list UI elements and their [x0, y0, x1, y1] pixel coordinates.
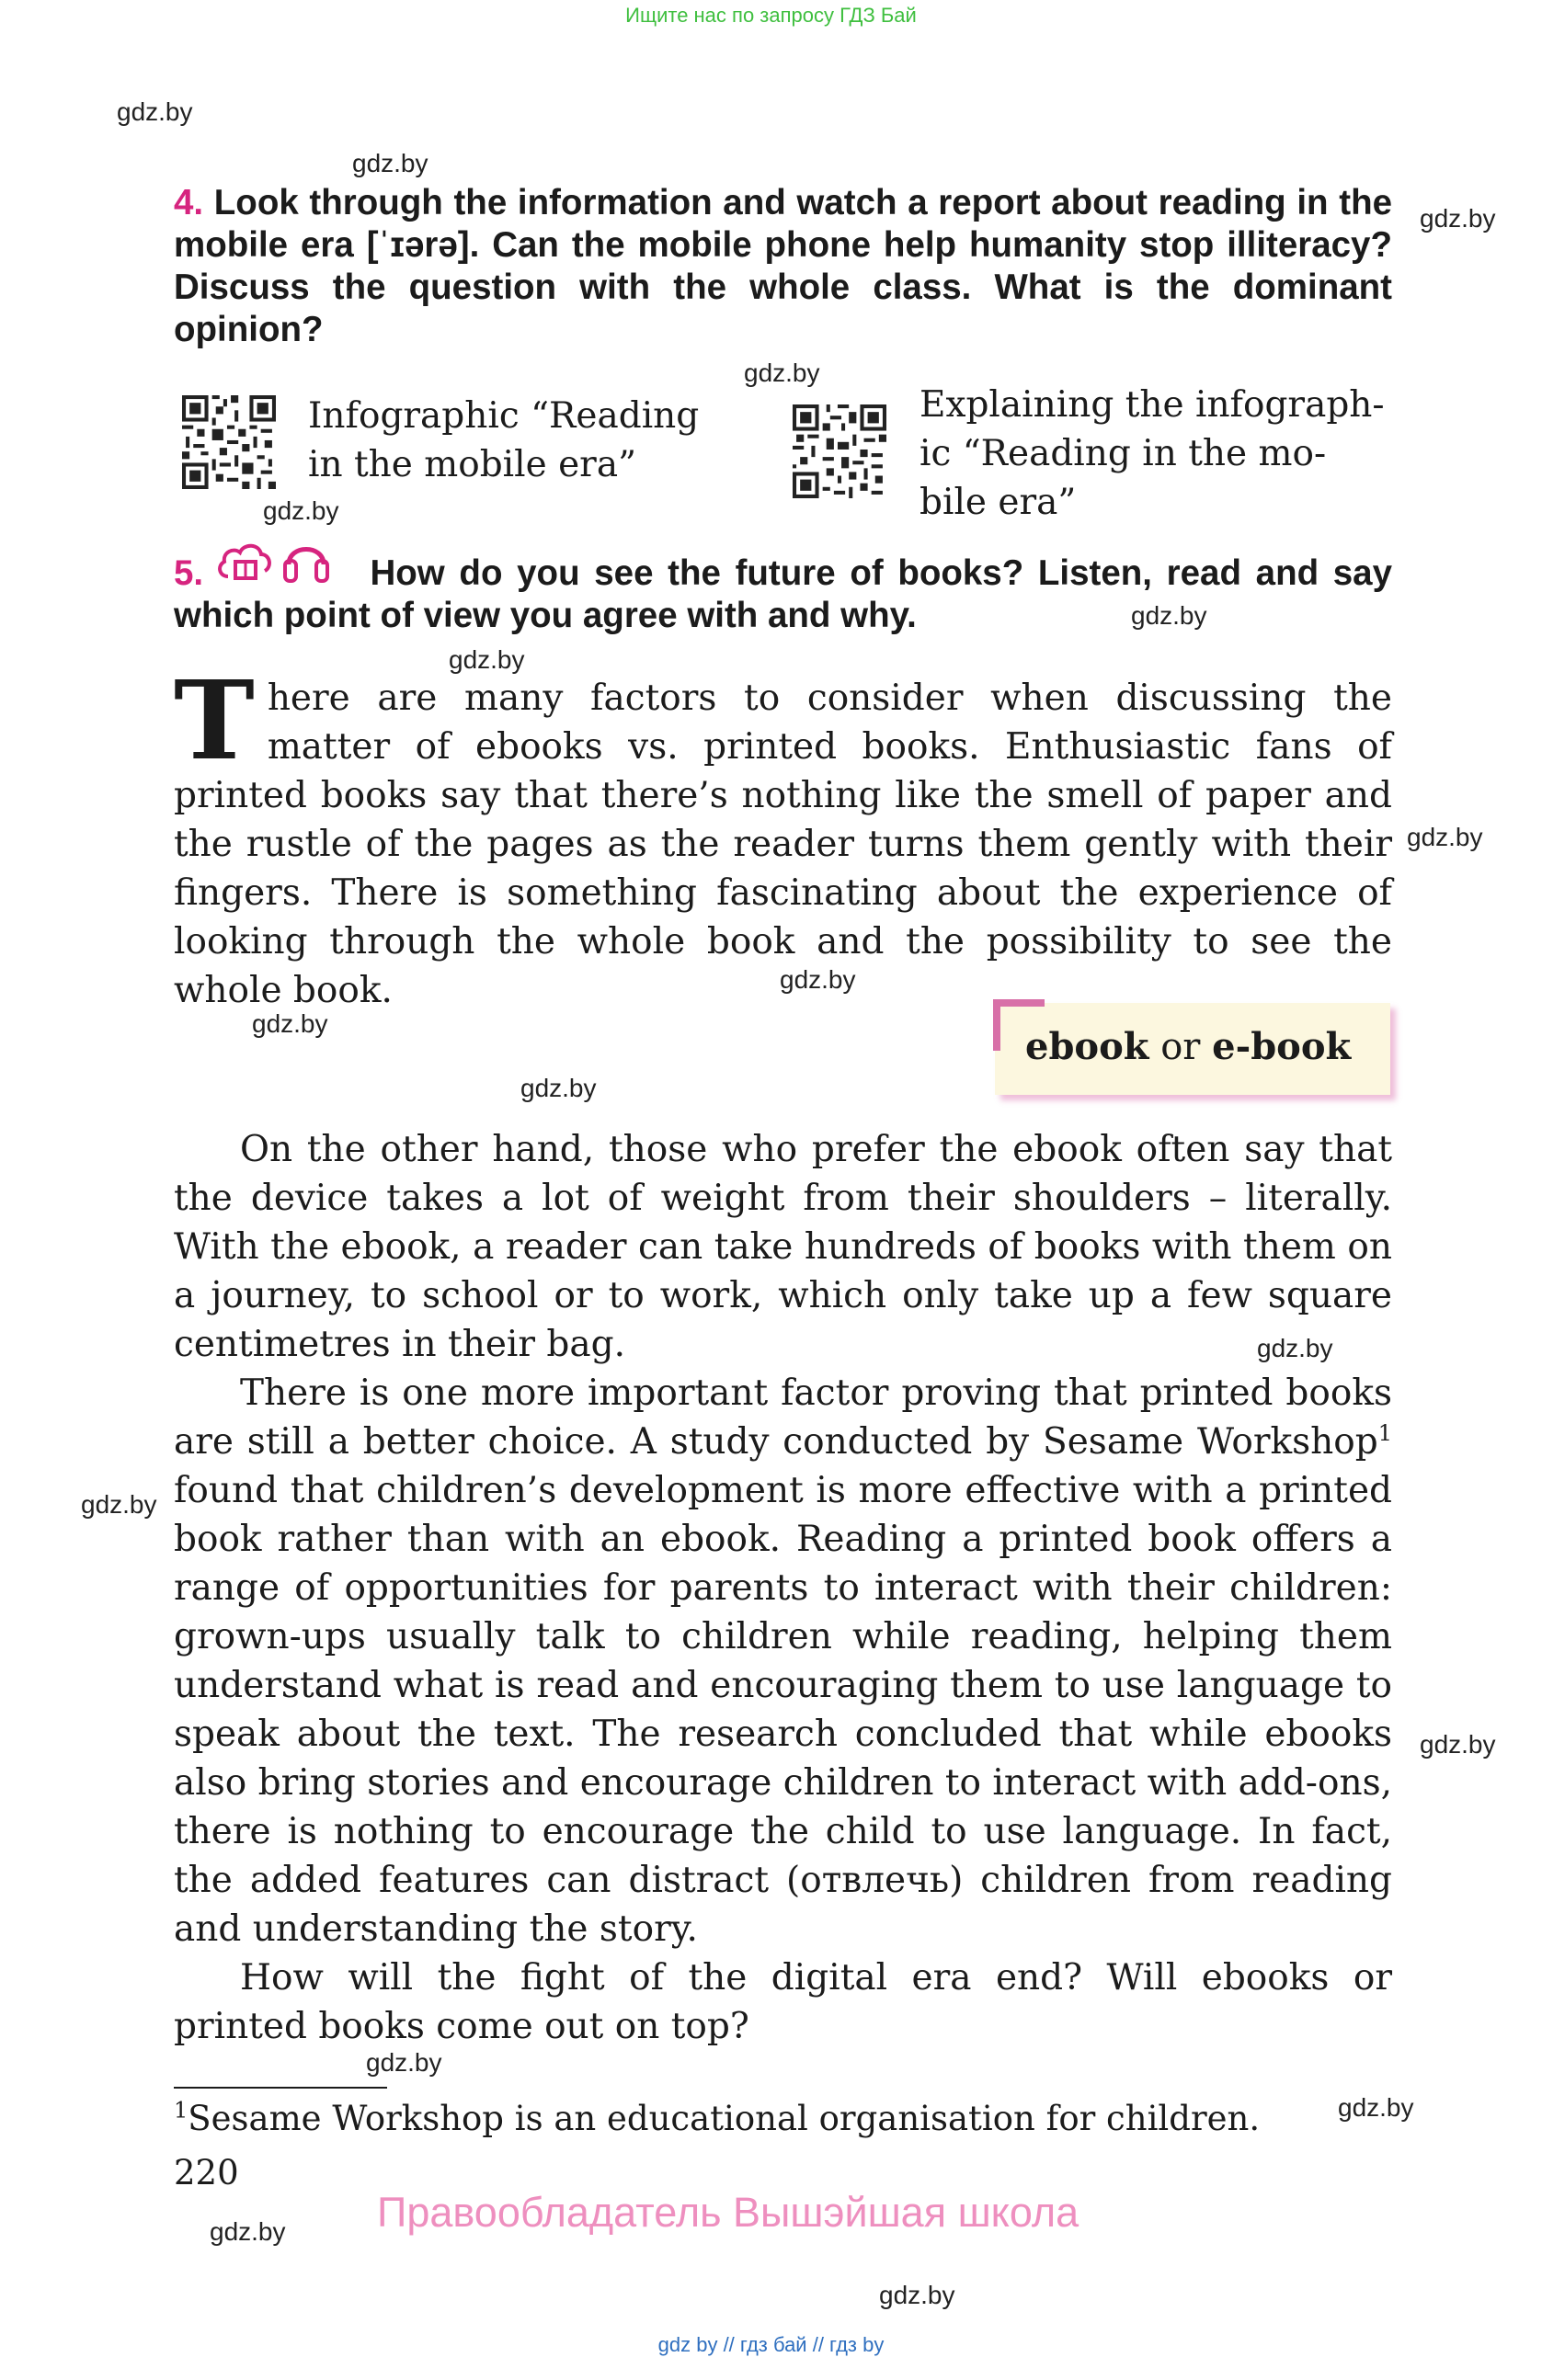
watermark: gdz.by	[520, 1074, 597, 1102]
watermark: gdz.by	[252, 1009, 328, 1038]
watermark: gdz.by	[1338, 2093, 1414, 2122]
task-number: 5.	[174, 553, 204, 593]
watermark: gdz.by	[1131, 601, 1207, 630]
note-term: ebook	[1025, 1025, 1149, 1068]
article-paragraph-3	[174, 1369, 1392, 1953]
footnote-ref[interactable]: 1	[1377, 1420, 1392, 1446]
qr-caption-explaining[interactable]	[919, 381, 1393, 527]
task-number: 4.	[174, 183, 204, 222]
footnote-divider	[174, 2087, 387, 2089]
book-cloud-icon	[215, 536, 274, 587]
paragraph-text: found that children’s development is more effective with a printed book rather than with an ebook. Reading a printed book offers a range of opportunities for parents to interact with their children: grown-ups usually talk to children while reading, helping them understand what is read and encouraging them to use language to speak about the text. The research concluded that while ebooks also bring stories and encourage children to interact with add-ons, there is nothing to encourage the child to use language. In fact, the added features can distract (отвлечь) children from reading and understanding the story.	[174, 1470, 1392, 1950]
qr-caption-line: Infographic “Reading	[308, 395, 700, 437]
task-text: Look through the information and watch a report about reading in the mobile era [ˈɪərə]. Can the mobile phone help humanity stop illiteracy? Discuss the question with the whole class. What is the dominant opinion?	[174, 183, 1392, 349]
qr-caption-line: in the mobile era”	[308, 444, 637, 485]
footnote	[174, 2099, 1260, 2138]
footnote-marker: 1	[174, 2097, 188, 2124]
watermark: gdz.by	[780, 965, 856, 994]
article-paragraph-4: How will the fight of the digital era end? Will ebooks or printed books come out on top?	[174, 1957, 1392, 2047]
qr-code-icon[interactable]	[793, 404, 886, 498]
copyright-notice: Правообладатель Вышэйшая школа	[377, 2189, 1079, 2236]
watermark: gdz.by	[81, 1490, 157, 1519]
paragraph-text: There is one more important factor proving that printed books are still a better choice. A study conducted by Sesame Workshop	[174, 1372, 1392, 1463]
watermark: gdz.by	[352, 149, 428, 177]
note-corner	[993, 999, 1045, 1007]
footnote-text: Sesame Workshop is an educational organisation for children.	[188, 2099, 1261, 2138]
watermark: gdz.by	[1420, 204, 1496, 233]
watermark: gdz.by	[117, 97, 193, 126]
watermark: gdz.by	[1420, 1730, 1496, 1759]
article-paragraph-2: On the other hand, those who prefer the ebook often say that the device takes a lot of weight from their shoulders – literally. With the ebook, a reader can take hundreds of books with them on a journey, to school or to work, which only take up a few square centimetres in their bag.	[174, 1129, 1392, 1365]
qr-caption-infographic[interactable]	[308, 392, 699, 489]
footer-links[interactable]: gdz by // гдз бай // гдз by	[657, 2333, 885, 2356]
top-banner[interactable]: Ищите нас по запросу ГДЗ Бай	[625, 4, 917, 27]
note-term: e-book	[1212, 1025, 1352, 1068]
watermark: gdz.by	[879, 2281, 955, 2309]
qr-caption-line: ic “Reading in the mo-	[919, 433, 1327, 474]
watermark: gdz.by	[1407, 823, 1483, 851]
watermark: gdz.by	[263, 496, 339, 525]
headphones-icon	[281, 531, 331, 586]
task-text: How do you see the future of books? Listen, read and say which point of view you agree with and why.	[174, 553, 1393, 635]
qr-caption-line: bile era”	[919, 482, 1077, 523]
article-body	[174, 1125, 1392, 2051]
watermark: gdz.by	[744, 359, 820, 387]
note-connector: or	[1160, 1026, 1201, 1068]
watermark: gdz.by	[449, 645, 525, 674]
drop-cap: T	[174, 656, 255, 784]
task-4	[174, 182, 1392, 351]
qr-code-icon[interactable]	[182, 395, 276, 489]
paragraph-text: here are many factors to consider when discussing the matter of ebooks vs. printed books. Enthusiastic fans of printed books say that there’s nothing like the smell of paper and the rustle of the pages as the reader turns them gently with their fingers. There is something fascinating about the experience of looking through the whole book and the possibility to see the whole book.	[174, 678, 1392, 1011]
watermark: gdz.by	[210, 2217, 286, 2246]
watermark: gdz.by	[1257, 1334, 1333, 1362]
watermark: gdz.by	[366, 2048, 442, 2077]
vocabulary-note-text	[1025, 1025, 1351, 1068]
task-5	[174, 552, 1392, 637]
qr-caption-line: Explaining the infograph-	[919, 384, 1385, 426]
note-corner	[993, 999, 1000, 1051]
page-number: 220	[174, 2153, 239, 2192]
